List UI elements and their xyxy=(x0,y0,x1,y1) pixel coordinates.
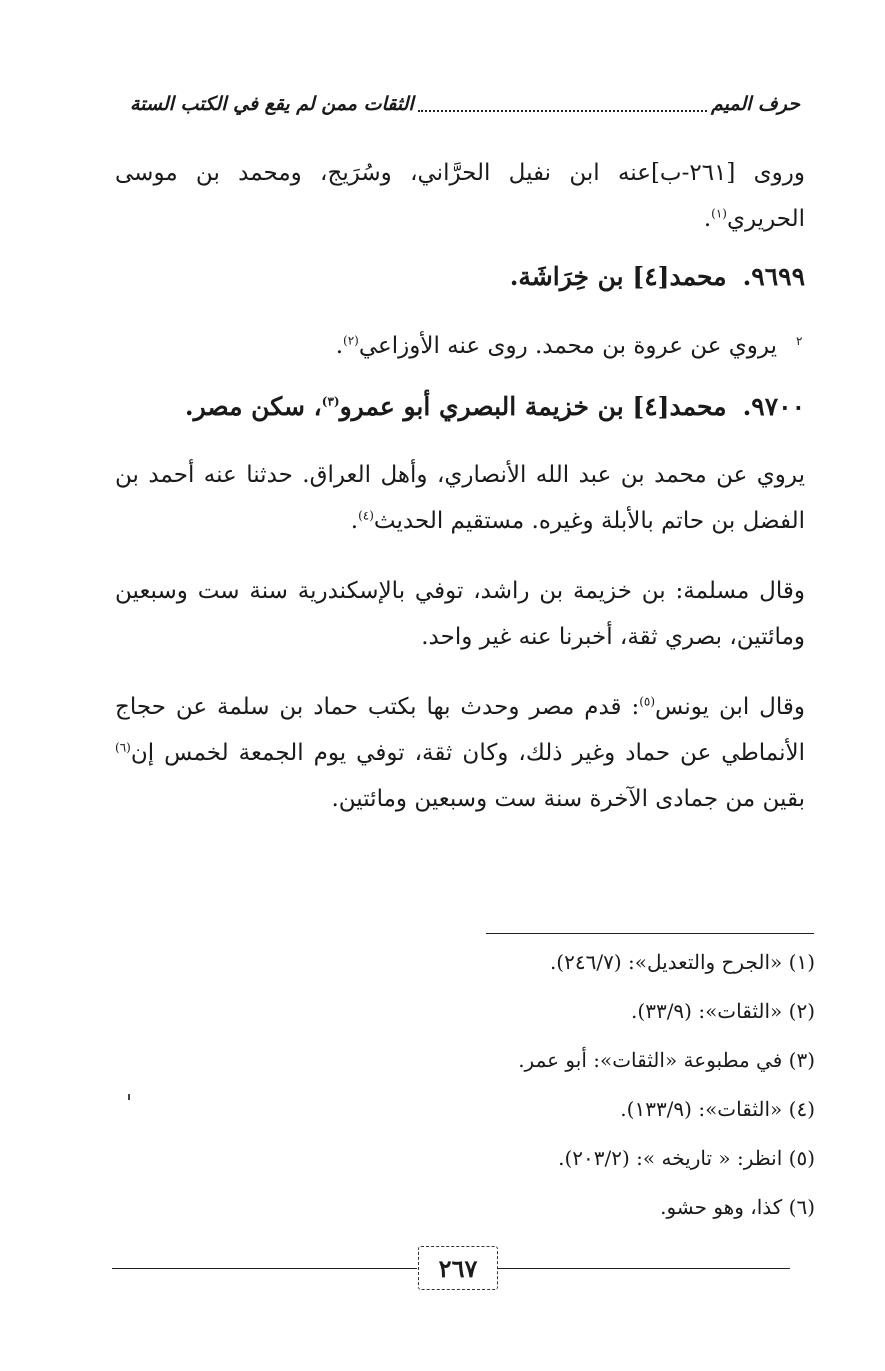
footnote-4: (٤) «الثقات»: (١٣٣/٩). xyxy=(620,1097,815,1121)
entry-heading-9700 xyxy=(115,392,805,421)
paragraph-3 xyxy=(115,452,805,544)
entry-name: محمد[٤] بن خِرَاشَة. xyxy=(509,262,727,291)
footnote-ref: (٥) xyxy=(639,694,656,709)
footnote-ref: (١) xyxy=(711,206,727,221)
paragraph-end: . xyxy=(350,508,359,534)
footnote-2: (٢) «الثقات»: (٣٣/٩). xyxy=(631,999,815,1023)
paragraph-text: يروي عن محمد بن عبد الله الأنصاري، وأهل العراق. حدثنا عنه أحمد بن الفضل بن حاتم بالأبلة وغيره. مستقيم الحديث xyxy=(115,462,805,534)
margin-mark: ٢ xyxy=(796,334,803,348)
paragraph-1 xyxy=(115,150,805,242)
footnotes xyxy=(315,938,815,1232)
page-number: ٢٦٧ xyxy=(418,1246,498,1290)
entry-heading-9699 xyxy=(115,262,805,291)
paragraph-text: يروي عن عروة بن محمد. روى عنه الأوزاعي xyxy=(358,333,777,359)
scan-speck xyxy=(128,1094,130,1100)
paragraph-2 xyxy=(115,323,805,369)
paragraph-end: . xyxy=(335,333,344,359)
header-dot-leader xyxy=(418,96,707,112)
footnote-ref: (٢) xyxy=(343,333,359,348)
footnote-5: (٥) انظر: « تاريخه »: (٢٠٣/٢). xyxy=(558,1146,815,1170)
entry-name: محمد[٤] بن خزيمة البصري أبو عمرو xyxy=(339,392,727,421)
entry-name-suffix: ، سكن مصر. xyxy=(184,392,322,421)
footer-rule-left xyxy=(112,1268,417,1269)
header-book-title: الثقات ممن لم يقع في الكتب الستة xyxy=(130,93,414,115)
paragraph-text: وروى [٢٦١-ب]عنه ابن نفيل الحرَّاني، وسُرَيج، ومحمد بن موسى الحريري xyxy=(115,160,805,232)
footnote-ref: (٤) xyxy=(358,508,374,523)
footnote-1: (١) «الجرح والتعديل»: (٢٤٦/٧). xyxy=(549,950,815,974)
running-header xyxy=(130,86,800,122)
paragraph-end: . xyxy=(703,206,712,232)
paragraph-text: بقين من جمادى الآخرة سنة ست وسبعين ومائتين. xyxy=(331,786,805,812)
footnote-ref: (٣) xyxy=(321,394,340,409)
header-chapter: حرف الميم xyxy=(711,93,800,115)
footer-rule-right xyxy=(498,1268,790,1269)
footnote-6: (٦) كذا، وهو حشو. xyxy=(660,1195,815,1219)
footnote-3: (٣) في مطبوعة «الثقات»: أبو عمر. xyxy=(518,1048,815,1072)
footnote-separator xyxy=(486,933,814,934)
paragraph-text: وقال ابن يونس xyxy=(655,694,806,720)
paragraph-4 xyxy=(115,568,805,660)
paragraph-text: وقال مسلمة: بن خزيمة بن راشد، توفي بالإسكندرية سنة ست وسبعين ومائتين، بصري ثقة، أخبرنا عنه غير واحد. xyxy=(115,578,805,650)
paragraph-5 xyxy=(115,684,805,822)
entry-number: ٩٦٩٩. xyxy=(742,262,805,291)
paragraph-text: : قدم مصر وحدث بها بكتب حماد بن سلمة عن حجاج الأنماطي عن حماد وغير ذلك، وكان ثقة، توفي يوم الجمعة لخمس إن xyxy=(115,694,805,766)
footnote-ref: (٦) xyxy=(115,740,131,755)
entry-number: ٩٧٠٠. xyxy=(742,392,805,421)
